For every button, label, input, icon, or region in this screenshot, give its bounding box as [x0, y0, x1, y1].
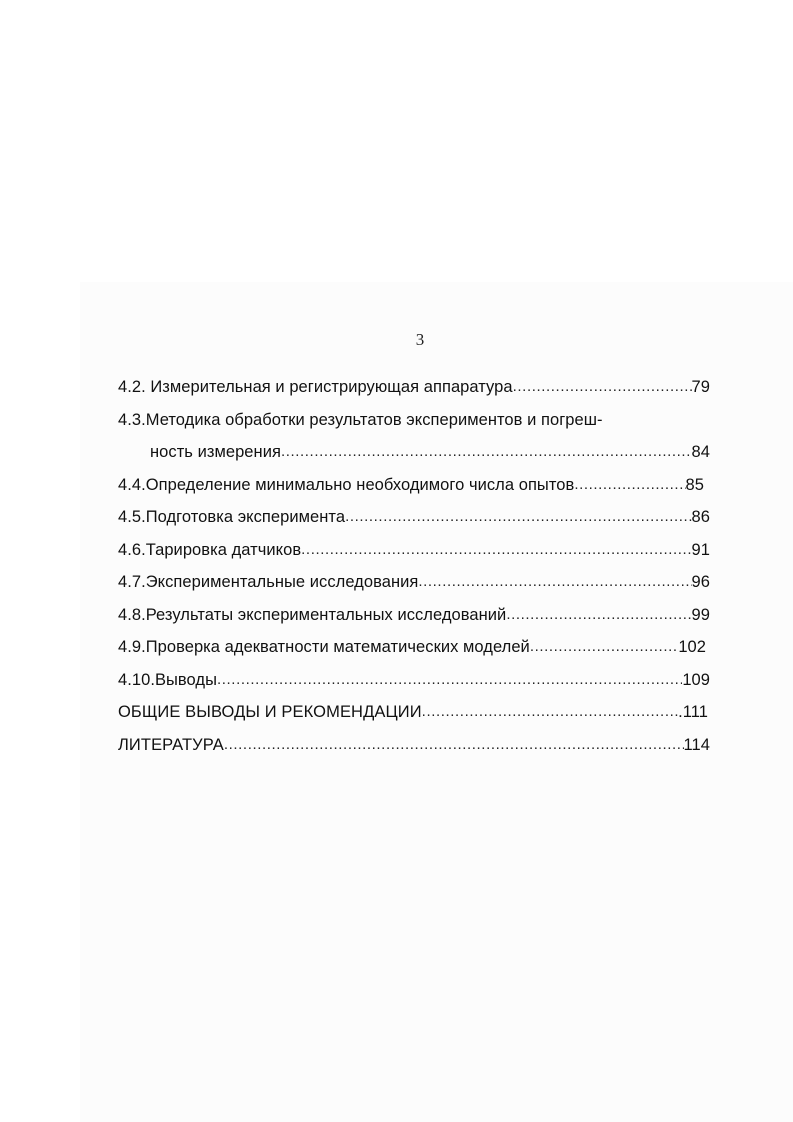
toc-entry-title: 4.3.Методика обработки результатов экспериментов и погреш-: [118, 410, 603, 429]
toc-entry-4-9: [118, 634, 710, 667]
toc-entry-page: 84: [691, 443, 710, 461]
toc-entry-page: .111: [678, 703, 708, 721]
toc-entry-title: 4.6.Тарировка датчиков: [118, 540, 302, 559]
dot-leader: [281, 439, 692, 465]
toc-entry-page: 109: [682, 670, 710, 689]
toc-entry-title: 4.2. Измерительная и регистрирующая аппаратура: [118, 378, 513, 396]
toc-entry-4-5: [118, 504, 710, 537]
dot-leader: [301, 537, 691, 563]
toc-entry-page: 86: [691, 508, 710, 526]
toc-entry-4-2: [118, 374, 710, 407]
toc-entry-title: ЛИТЕРАТУРА: [118, 735, 224, 754]
dot-leader: [574, 472, 685, 498]
toc-entry-4-3-continuation: [118, 439, 710, 472]
toc-entry-4-8: [118, 602, 710, 635]
dot-leader: [422, 699, 678, 725]
dot-leader: [418, 569, 691, 595]
toc-entry-4-3: [118, 407, 710, 440]
toc-entry-title: 4.4.Определение минимально необходимого числа опытов: [118, 475, 575, 494]
toc-entry-page: 114: [683, 735, 710, 754]
toc-entry-title: 4.9.Проверка адекватности математических моделей: [118, 638, 530, 656]
toc-entry-4-7: [118, 569, 710, 602]
toc-entry-title: 4.10.Выводы: [118, 670, 217, 689]
toc-entry-4-6: [118, 537, 710, 570]
dot-leader: [513, 374, 692, 400]
toc-entry-title: 4.7.Экспериментальные исследования: [118, 573, 419, 591]
dot-leader: [530, 634, 678, 660]
dot-leader: [224, 732, 684, 758]
toc-entry-general-conclusions: [118, 699, 710, 732]
dot-leader: [345, 504, 691, 530]
toc-entry-literature: [118, 732, 710, 765]
toc-entry-page: 102: [678, 638, 706, 656]
table-of-contents: [118, 374, 710, 764]
toc-entry-title: ОБЩИЕ ВЫВОДЫ И РЕКОМЕНДАЦИИ: [118, 703, 422, 721]
toc-entry-page: 85: [685, 475, 704, 494]
page-number: 3: [415, 330, 425, 349]
dot-leader: [217, 667, 682, 693]
toc-entry-page: 91: [691, 540, 710, 559]
toc-entry-page: 79: [691, 378, 710, 396]
toc-entry-4-10: [118, 667, 710, 700]
dot-leader: [506, 602, 691, 628]
toc-entry-title: 4.8.Результаты экспериментальных исследований: [118, 605, 507, 624]
toc-entry-page: 96: [691, 573, 710, 591]
toc-entry-title: 4.5.Подготовка эксперимента: [118, 508, 346, 526]
toc-entry-page: 99: [691, 605, 710, 624]
toc-entry-title: ность измерения: [150, 443, 281, 461]
toc-entry-4-4: [118, 472, 710, 505]
